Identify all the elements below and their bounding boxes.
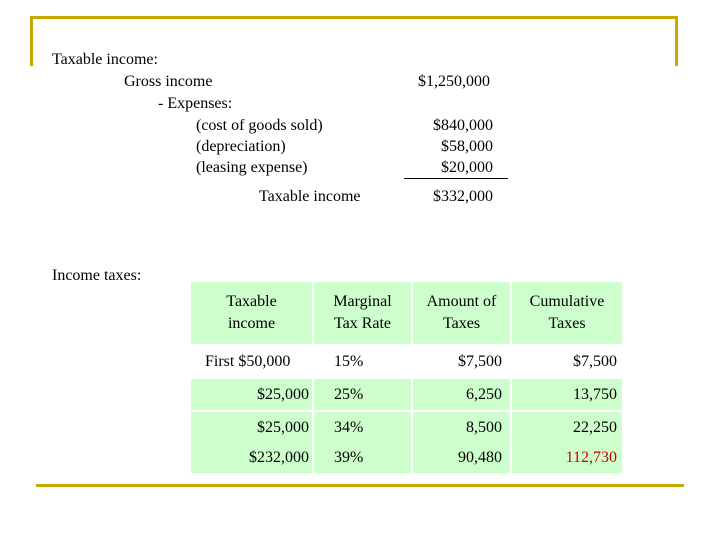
taxable-income-heading: Taxable income: [52,51,158,68]
row1-rate: 15% [334,353,364,370]
row1-cumulative: $7,500 [573,353,617,370]
header-cumulative-text: Cumulative Taxes [529,293,605,332]
row2-rate: 25% [314,379,411,410]
taxable-income-total-value: $332,000 [433,188,493,205]
row2-cumulative: 13,750 [512,379,622,410]
header-amount-text: Amount of Taxes [426,293,497,332]
income-taxes-heading: Income taxes: [52,267,142,284]
gross-income-value: $1,250,000 [418,73,490,90]
top-rule [30,16,678,19]
expense-label-depreciation: (depreciation) [196,138,286,155]
expense-value-leasing: $20,000 [441,159,493,176]
row3-income: $25,000 [191,412,312,443]
expense-value-cogs: $840,000 [433,117,493,134]
row1-income: First $50,000 [205,353,291,370]
row2-amount: 6,250 [413,379,510,410]
gross-income-label: Gross income [124,73,213,90]
row4-cumulative: 112,730 [512,442,622,473]
header-marginal-rate [314,282,411,344]
header-taxable-income [191,282,312,344]
row4-rate: 39% [314,442,411,473]
header-amount [413,282,510,344]
bottom-rule [36,484,684,487]
row4-income: $232,000 [191,442,312,473]
row4-amount: 90,480 [413,442,510,473]
header-taxable-income-text: Taxable income [226,293,277,332]
row1-amount: $7,500 [458,353,502,370]
expense-value-depreciation: $58,000 [441,138,493,155]
header-cumulative [512,282,622,344]
right-rule [675,16,678,66]
row3-rate: 34% [314,412,411,443]
expenses-label: - Expenses: [158,95,233,112]
row2-income: $25,000 [191,379,312,410]
expense-label-cogs: (cost of goods sold) [196,117,323,134]
left-rule [30,16,33,66]
sum-underline [404,178,508,179]
expense-label-leasing: (leasing expense) [196,159,308,176]
row3-cumulative: 22,250 [512,412,622,443]
header-marginal-rate-text: Marginal Tax Rate [333,293,392,332]
taxable-income-total-label: Taxable income [259,188,361,205]
row3-amount: 8,500 [413,412,510,443]
